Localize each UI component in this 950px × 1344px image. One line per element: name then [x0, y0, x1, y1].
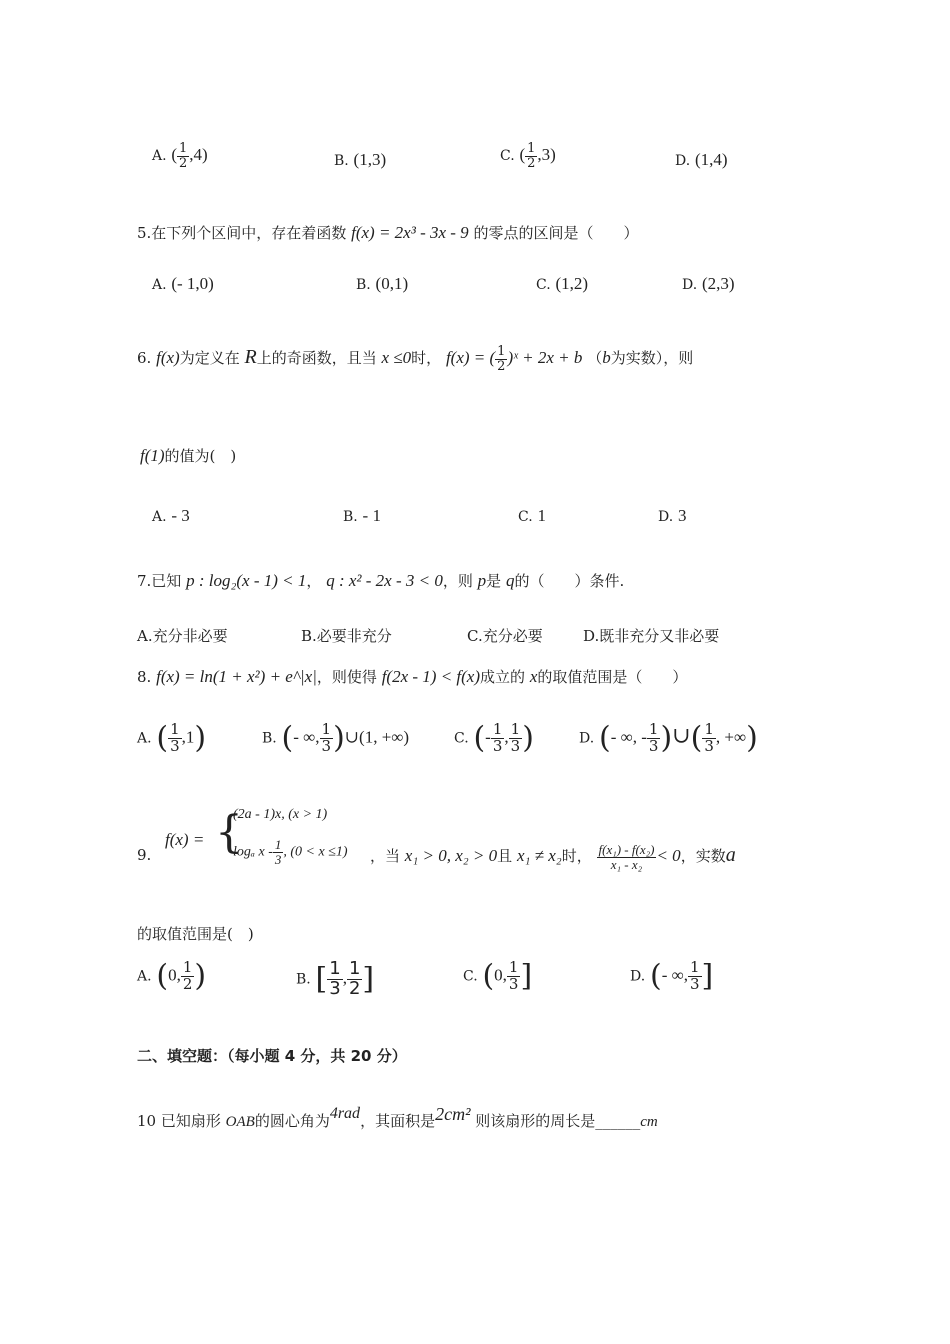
q4-option-a: A. ( $\frac{1}{2}$ ,4): [152, 141, 208, 171]
fraction: $\frac{1}{3}$: [704, 720, 714, 755]
section-heading: 二、填空题：（每小题 4 分，共 20 分）: [137, 1047, 407, 1065]
q8-option-b: B. (- ∞, $\frac{1}{3}$ )∪(1, +∞): [262, 720, 410, 756]
q7-option-b: B.必要非充分: [301, 627, 392, 645]
fraction: $\frac{1}{2}$: [497, 344, 506, 374]
q10-stem: 10 已知扇形 OAB的圆心角为4rad，其面积是2cm² 则该扇形的周长是______cm: [137, 1104, 658, 1130]
fraction: $\frac{1}{3}$: [274, 837, 282, 867]
fraction: $\frac{1}{3}$: [508, 958, 519, 993]
fraction: $\frac{1}{3}$: [648, 720, 659, 755]
q8-option-c: C. (- $\frac{1}{3}$ , $\frac{1}{3}$ ): [454, 720, 534, 756]
q6-option-c: C. 1: [518, 506, 546, 525]
option-label: A.: [152, 148, 167, 165]
q7-stem: 7.已知 p : log₂(x - 1) < 1， q : x² - 2x - 3 < 0，则 p是 q的（ ）条件.: [137, 571, 625, 590]
q5-function: f(x) = 2x³ - 3x - 9: [351, 223, 469, 242]
q4-option-c: C. ( $\frac{1}{2}$ ,3): [500, 141, 556, 171]
q5-option-c: C. (1,2): [536, 274, 589, 293]
q5-option-a: A. (- 1,0): [152, 274, 214, 293]
q9-option-a: A. (0, $\frac{1}{2}$ ): [137, 958, 207, 994]
q7-option-d: D.既非充分又非必要: [583, 627, 720, 645]
fraction: $\frac{1}{2}$: [348, 958, 361, 999]
fraction: $\frac{1}{3}$: [689, 958, 700, 993]
option-label: C.: [500, 148, 515, 165]
q6-stem: 6. f(x)为定义在 R上的奇函数，且当 x ≤0时， f(x) = ( $\frac{1}{2}$ )ˣ + 2x + b （b为实数），则: [137, 344, 694, 374]
option-label: B.: [334, 153, 349, 169]
q9-stem-line2: 的取值范围是( ): [137, 925, 254, 943]
q4-option-b: B. (1,3): [334, 150, 387, 169]
fraction: $\frac{1}{2}$: [527, 141, 536, 171]
fraction: $\frac{1}{3}$: [321, 720, 332, 755]
q9-option-d: D. (- ∞, $\frac{1}{3}$ ]: [630, 958, 714, 994]
q8-option-d: D. (- ∞, - $\frac{1}{3}$ )∪( $\frac{1}{3}$ , +∞): [579, 720, 758, 756]
q7-option-c: C.充分必要: [467, 627, 543, 645]
q5-option-d: D. (2,3): [682, 274, 735, 293]
fraction: $\frac{1}{2}$: [182, 958, 193, 993]
fraction: $\frac{1}{3}$: [510, 720, 521, 755]
q6-stem-line2: f(1)的值为( ): [140, 446, 237, 465]
q9-condition: ，当 x₁ > 0, x₂ > 0且 x₁ ≠ x₂时， $\frac{\text{f(x₁) - f(x₂)}}{\text{x₁ - x₂}}$ < 0，实数a: [370, 842, 736, 872]
q6-option-d: D. 3: [658, 506, 687, 525]
fraction: $\frac{1}{3}$: [170, 720, 180, 755]
q9-number: 9.: [137, 846, 152, 864]
q8-stem: 8. f(x) = ln(1 + x²) + e^|x|，则使得 f(2x - 1) < f(x)成立的 x的取值范围是（ ）: [137, 667, 688, 686]
q7-option-a: A.充分非必要: [137, 627, 228, 645]
q5-stem: 5.在下列个区间中，存在着函数 f(x) = 2x³ - 3x - 9 的零点的区间是（ ）: [137, 223, 639, 242]
q6-option-b: B. - 1: [343, 506, 381, 525]
q6-option-a: A. - 3: [152, 506, 190, 525]
option-label: D.: [675, 153, 691, 169]
q9-option-b: B. [ $\frac{1}{3}$ , $\frac{1}{2}$ ]: [296, 958, 375, 999]
q9-option-c: C. (0, $\frac{1}{3}$ ]: [463, 958, 533, 994]
fraction: $\frac{1}{3}$: [329, 958, 341, 999]
q8-option-a: A. ( $\frac{1}{3}$ ,1): [137, 720, 207, 756]
fraction: $\frac{1}{3}$: [492, 720, 503, 755]
fraction: $\frac{1}{2}$: [179, 141, 188, 171]
q4-option-d: D. (1,4): [675, 150, 728, 169]
q5-option-b: B. (0,1): [356, 274, 409, 293]
fraction: $\frac{\text{f(x₁) - f(x₂)}}{\text{x₁ - x₂}}$: [598, 842, 655, 872]
